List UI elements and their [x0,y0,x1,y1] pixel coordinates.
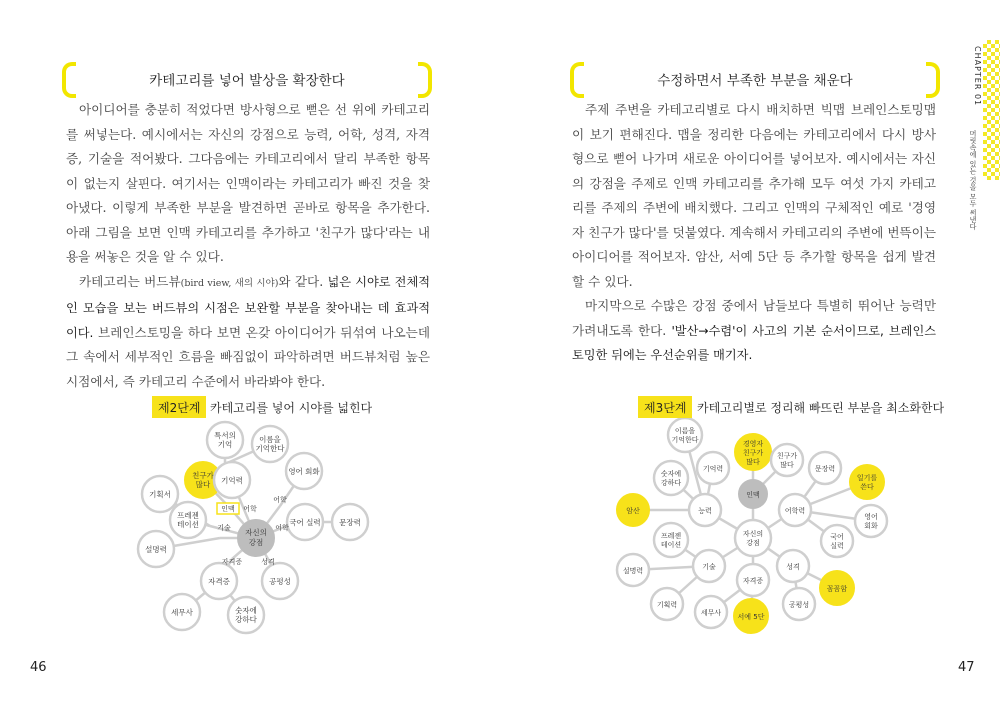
svg-text:강점: 강점 [746,539,760,547]
svg-text:강점: 강점 [248,538,264,547]
svg-text:국어 실력: 국어 실력 [289,518,321,527]
right-bracket-close [926,62,940,98]
label-network: 인맥 [221,505,235,513]
left-bracket-close [418,62,432,98]
node-numbers [654,461,688,495]
svg-text:국어: 국어 [830,533,844,541]
svg-text:암산: 암산 [626,507,640,515]
svg-text:기획서: 기획서 [149,490,171,499]
svg-text:이름을: 이름을 [259,435,281,444]
svg-text:인맥: 인맥 [746,491,760,499]
svg-text:문장력: 문장력 [814,465,836,473]
svg-text:꼼꼼함: 꼼꼼함 [826,585,848,593]
svg-text:설명력: 설명력 [145,545,167,554]
svg-text:어학: 어학 [273,496,287,504]
svg-text:영어: 영어 [864,513,878,521]
svg-text:프레젠: 프레젠 [177,511,199,520]
right-paragraph-1: 주제 주변을 카테고리별로 다시 배치하면 빅맵 브레인스토밍맵이 보기 편해진다. 맵을 정리한 다음에는 카테고리에서 다시 방사형으로 뻗어 나가며 새로운 아이디어를 넣어보자. 예시에서는 자신의 강점을 주제로 인맥 카테고리를 추가해 모두 여섯 가지 카테고리를 주제의 주변에 배치했다. 그리고 인맥의 구체적인 예로 '경영자 친구가 많다'를 덧붙였다. 계속해서 카테고리의 주변에 번뜩이는 아이디어를 적어보자. 암산, 서예 5단 등 추가할 항목을 쉽게 발견할 수 있다. [572,102,936,289]
left-page-number: 46 [30,660,47,675]
svg-text:세무사: 세무사 [171,608,193,617]
left-body-text [66,98,430,394]
svg-text:공평성: 공평성 [269,577,291,586]
svg-text:숫자에: 숫자에 [660,470,682,478]
right-heading-text: 수정하면서 부족한 부분을 채운다 [657,73,853,89]
svg-text:세무사: 세무사 [700,609,722,617]
svg-text:강하다: 강하다 [660,479,682,487]
svg-text:기억한다: 기억한다 [671,436,699,444]
center-node-label: 자신의 [245,528,267,537]
svg-text:이름을: 이름을 [674,427,696,435]
right-mindmap-nodes [617,418,887,633]
center-node [735,520,771,556]
svg-text:프레젠: 프레젠 [660,532,682,540]
left-mindmap-nodes [138,422,368,633]
svg-text:회화: 회화 [864,522,878,530]
svg-text:자격증: 자격증 [742,577,764,585]
left-step-badge: 제2단계 [152,396,206,418]
svg-text:친구가: 친구가 [742,449,764,457]
svg-text:능력: 능력 [698,507,712,515]
svg-text:자격증: 자격증 [208,577,230,586]
node-remember-names [668,418,702,452]
node-diary [850,465,884,499]
svg-text:친구가: 친구가 [776,452,798,460]
svg-text:기획력: 기획력 [656,601,678,609]
left-paragraph-2: 카테고리는 버드뷰(bird view, 새의 시야)와 같다. 넓은 시야로 전체적인 모습을 보는 버드뷰의 시점은 보완할 부분을 찾아내는 데 효과적이다. 브레인스토밍을 하다 보면 온갖 아이디어가 뒤섞여 나오는데 그 속에서 세부적인 흐름을 빠짐없이 파악하려면 버드뷰처럼 높은 시점에서, 즉 카테고리 수준에서 바라봐야 한다. [66,273,430,389]
svg-text:기억: 기억 [217,440,233,449]
right-section-heading [570,62,940,96]
svg-text:친구가: 친구가 [192,471,214,480]
left-step-caption: 카테고리를 넣어 시야를 넓힌다 [210,401,373,415]
svg-text:자신의: 자신의 [742,530,764,538]
left-paragraph-1: 아이디어를 충분히 적었다면 방사형으로 뻗은 선 위에 카테고리를 써넣는다. 예시에서는 자신의 강점으로 능력, 어학, 성격, 자격증, 기술을 적어봤다. 그다음에는 카테고리에서 달리 부족한 항목이 없는지 살핀다. 여기서는 인맥이라는 카테고리가 빠진 것을 찾아냈다. 이렇게 부족한 부분을 발견하면 곧바로 항목을 추가한다. 아래 그림을 보면 인맥 카테고리를 추가하고 '친구가 많다'라는 내용을 써놓은 것을 알 수 있다. [66,102,430,264]
svg-text:강하다: 강하다 [235,615,257,624]
svg-text:경영자: 경영자 [742,440,764,448]
svg-text:서예 5단: 서예 5단 [737,613,765,621]
svg-text:많다: 많다 [780,461,794,469]
right-body-text [572,98,936,368]
svg-text:성격: 성격 [786,563,800,571]
svg-text:실력: 실력 [830,542,844,550]
node-korean [821,525,853,557]
svg-text:기술: 기술 [217,524,231,532]
right-paragraph-2: 마지막으로 수많은 강점 중에서 남들보다 특별히 뛰어난 능력만 가려내도록 한다. '발산→수렴'이 사고의 기본 순서이므로, 브레인스토밍한 뒤에는 우선순위를 매기자. [572,298,936,362]
svg-text:문장력: 문장력 [339,518,361,527]
right-step-badge: 제3단계 [638,396,692,418]
right-step-caption: 카테고리별로 정리해 빠뜨린 부분을 최소화한다 [697,401,945,415]
chapter-tab: CHAPTER 01 [973,46,982,107]
left-mindmap-diagram [120,418,380,648]
svg-text:어학력: 어학력 [784,507,806,515]
svg-text:특서의: 특서의 [214,431,236,440]
svg-text:기억력: 기억력 [702,465,724,473]
svg-text:일기를: 일기를 [856,474,878,482]
svg-text:어학: 어학 [243,505,257,513]
svg-text:영어 회화: 영어 회화 [288,467,320,476]
node-many-friends [771,444,803,476]
right-mindmap-diagram [615,418,895,648]
left-section-heading [62,62,432,96]
chapter-subtitle: 머릿속에 있는 것을 모두 써낸다 [969,130,977,230]
svg-text:숫자에: 숫자에 [235,606,257,615]
svg-text:기억한다: 기억한다 [255,444,285,453]
svg-text:많다: 많다 [746,458,760,466]
node-english [855,505,887,537]
svg-text:기술: 기술 [702,563,716,571]
svg-text:성격: 성격 [261,558,275,566]
svg-text:기억력: 기억력 [221,476,243,485]
node-presentation [654,523,688,557]
svg-text:테이션: 테이션 [177,520,199,529]
svg-text:설명력: 설명력 [622,567,644,575]
left-heading-text: 카테고리를 넣어 발상을 확장한다 [149,73,345,89]
svg-text:쓴다: 쓴다 [860,483,874,491]
chapter-checker-pattern [983,40,1000,180]
svg-text:어학: 어학 [275,524,289,532]
svg-text:공평성: 공평성 [788,601,810,609]
svg-text:많다: 많다 [195,480,211,489]
svg-text:테이션: 테이션 [660,541,682,549]
svg-text:자격증: 자격증 [221,558,243,566]
right-page-number: 47 [958,660,975,675]
